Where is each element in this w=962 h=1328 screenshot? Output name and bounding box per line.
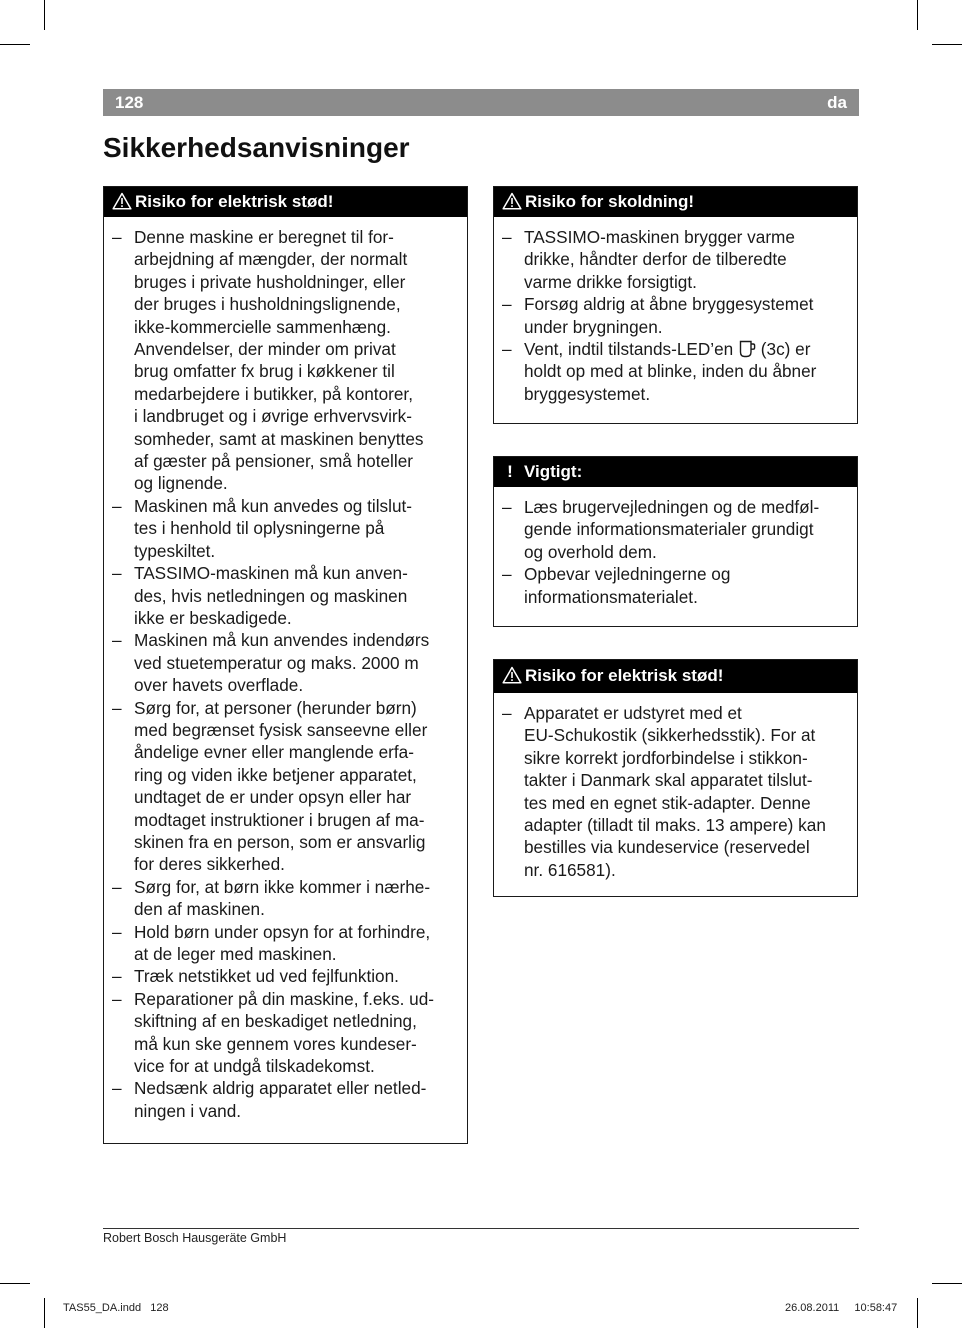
page-title: Sikkerhedsanvisninger [103, 132, 410, 163]
important-box-heading [494, 457, 857, 487]
crop-mark [917, 1298, 918, 1328]
warning-box-electric-right [493, 659, 858, 897]
list-item: – Opbevar vejledningerne og informationsmaterialet. [502, 563, 851, 608]
list-item: – Sørg for, at personer (herunder børn) med begrænset fysisk sanseevne eller åndelige evner eller manglende erfa- ring og viden ikke betjener apparatet, undtaget de er under opsyn eller har modtaget instruktioner i brugen af ma- skinen fra en person, som er ansvarlig for deres sikkerhed. [112, 697, 461, 876]
page-header-bar [103, 89, 859, 116]
crop-mark [0, 1283, 30, 1284]
page-number: 128 [115, 93, 144, 112]
important-list [494, 487, 857, 608]
exclamation-icon: ! [507, 462, 513, 481]
important-heading-text: Vigtigt: [524, 462, 583, 481]
warning-triangle-icon [112, 192, 132, 210]
warning-list [104, 217, 467, 1122]
print-slug-file: TAS55_DA.indd 128 [63, 1302, 169, 1314]
warning-box-electric-left [103, 186, 468, 1144]
crop-mark [44, 1298, 45, 1328]
list-item: – Træk netstikket ud ved fejlfunktion. [112, 965, 461, 987]
list-item: – Reparationer på din maskine, f.eks. ud- skiftning af en beskadiget netledning, må kun ske gennem vores kundeser- vice for at undgå tilskadekomst. [112, 988, 461, 1078]
crop-mark [0, 44, 30, 45]
list-item: – Sørg for, at børn ikke kommer i nærhe- den af maskinen. [112, 876, 461, 921]
list-item: – Læs brugervejledningen og de medføl- gende informationsmaterialer grundigt og overhold dem. [502, 496, 851, 563]
list-item-text: (3c) er holdt op med at blinke, inden du åbner bryggesystemet. [524, 339, 817, 404]
warning-heading-text: Risiko for skoldning! [525, 192, 695, 211]
list-item: – Nedsænk aldrig apparatet eller netled- ningen i vand. [112, 1077, 461, 1122]
crop-mark [932, 44, 962, 45]
list-item-text: Vent, indtil tilstands-LED’en [524, 339, 739, 360]
important-box [493, 456, 858, 627]
list-item: – Maskinen må kun anvendes indendørs ved stuetemperatur og maks. 2000 m over havets overflade. [112, 629, 461, 696]
warning-box-heading [104, 187, 467, 217]
warning-heading-text: Risiko for elektrisk stød! [135, 192, 334, 211]
language-code: da [827, 93, 847, 112]
warning-box-scalding [493, 186, 858, 424]
crop-mark [917, 0, 918, 30]
footer-company: Robert Bosch Hausgeräte GmbH [103, 1231, 287, 1245]
warning-triangle-icon [502, 192, 522, 210]
warning-box-heading [494, 187, 857, 217]
cup-icon [738, 340, 756, 358]
list-item: – TASSIMO-maskinen må kun anven- des, hvis netledningen og maskinen ikke er beskadigede. [112, 562, 461, 629]
list-item: – Denne maskine er beregnet til for- arbejdning af mængder, der normalt bruges i private husholdninger, eller der bruges i husholdningslignende, ikke-kommercielle sammenhæng. Anvendelser, der minder om privat brug omfatter fx brug i køkkener til medarbejdere i butikker, på kontorer, i landbruget og i øvrige erhvervsvirk- somheder, samt at maskinen benyttes af gæster på pensioner, små hoteller og lignende. [112, 226, 461, 495]
warning-heading-text: Risiko for elektrisk stød! [525, 666, 724, 685]
warning-box-heading [494, 660, 857, 693]
list-item: – Apparatet er udstyret med et EU-Schukostik (sikkerhedsstik). For at sikre korrekt jordforbindelse i stikkon- takter i Danmark skal apparatet tilslut- tes med en egnet stik-adapter. Denne adapter (tilladt til maks. 13 ampere) kan bestilles via kundeservice (reservedel nr. 616581). [502, 702, 851, 881]
list-item: – Maskinen må kun anvedes og tilslut- tes i henhold til oplysningerne på typeskiltet. [112, 495, 461, 562]
crop-mark [932, 1283, 962, 1284]
crop-mark [44, 0, 45, 30]
footer-divider [103, 1228, 859, 1229]
warning-triangle-icon [502, 666, 522, 684]
list-item [502, 338, 851, 405]
list-item: – Forsøg aldrig at åbne bryggesystemet under brygningen. [502, 293, 851, 338]
print-slug-date: 26.08.2011 10:58:47 [785, 1302, 898, 1314]
warning-list [494, 217, 857, 405]
warning-list [494, 693, 857, 881]
list-item: – TASSIMO-maskinen brygger varme drikke, håndter derfor de tilberedte varme drikke forsigtigt. [502, 226, 851, 293]
list-item: – Hold børn under opsyn for at forhindre, at de leger med maskinen. [112, 921, 461, 966]
